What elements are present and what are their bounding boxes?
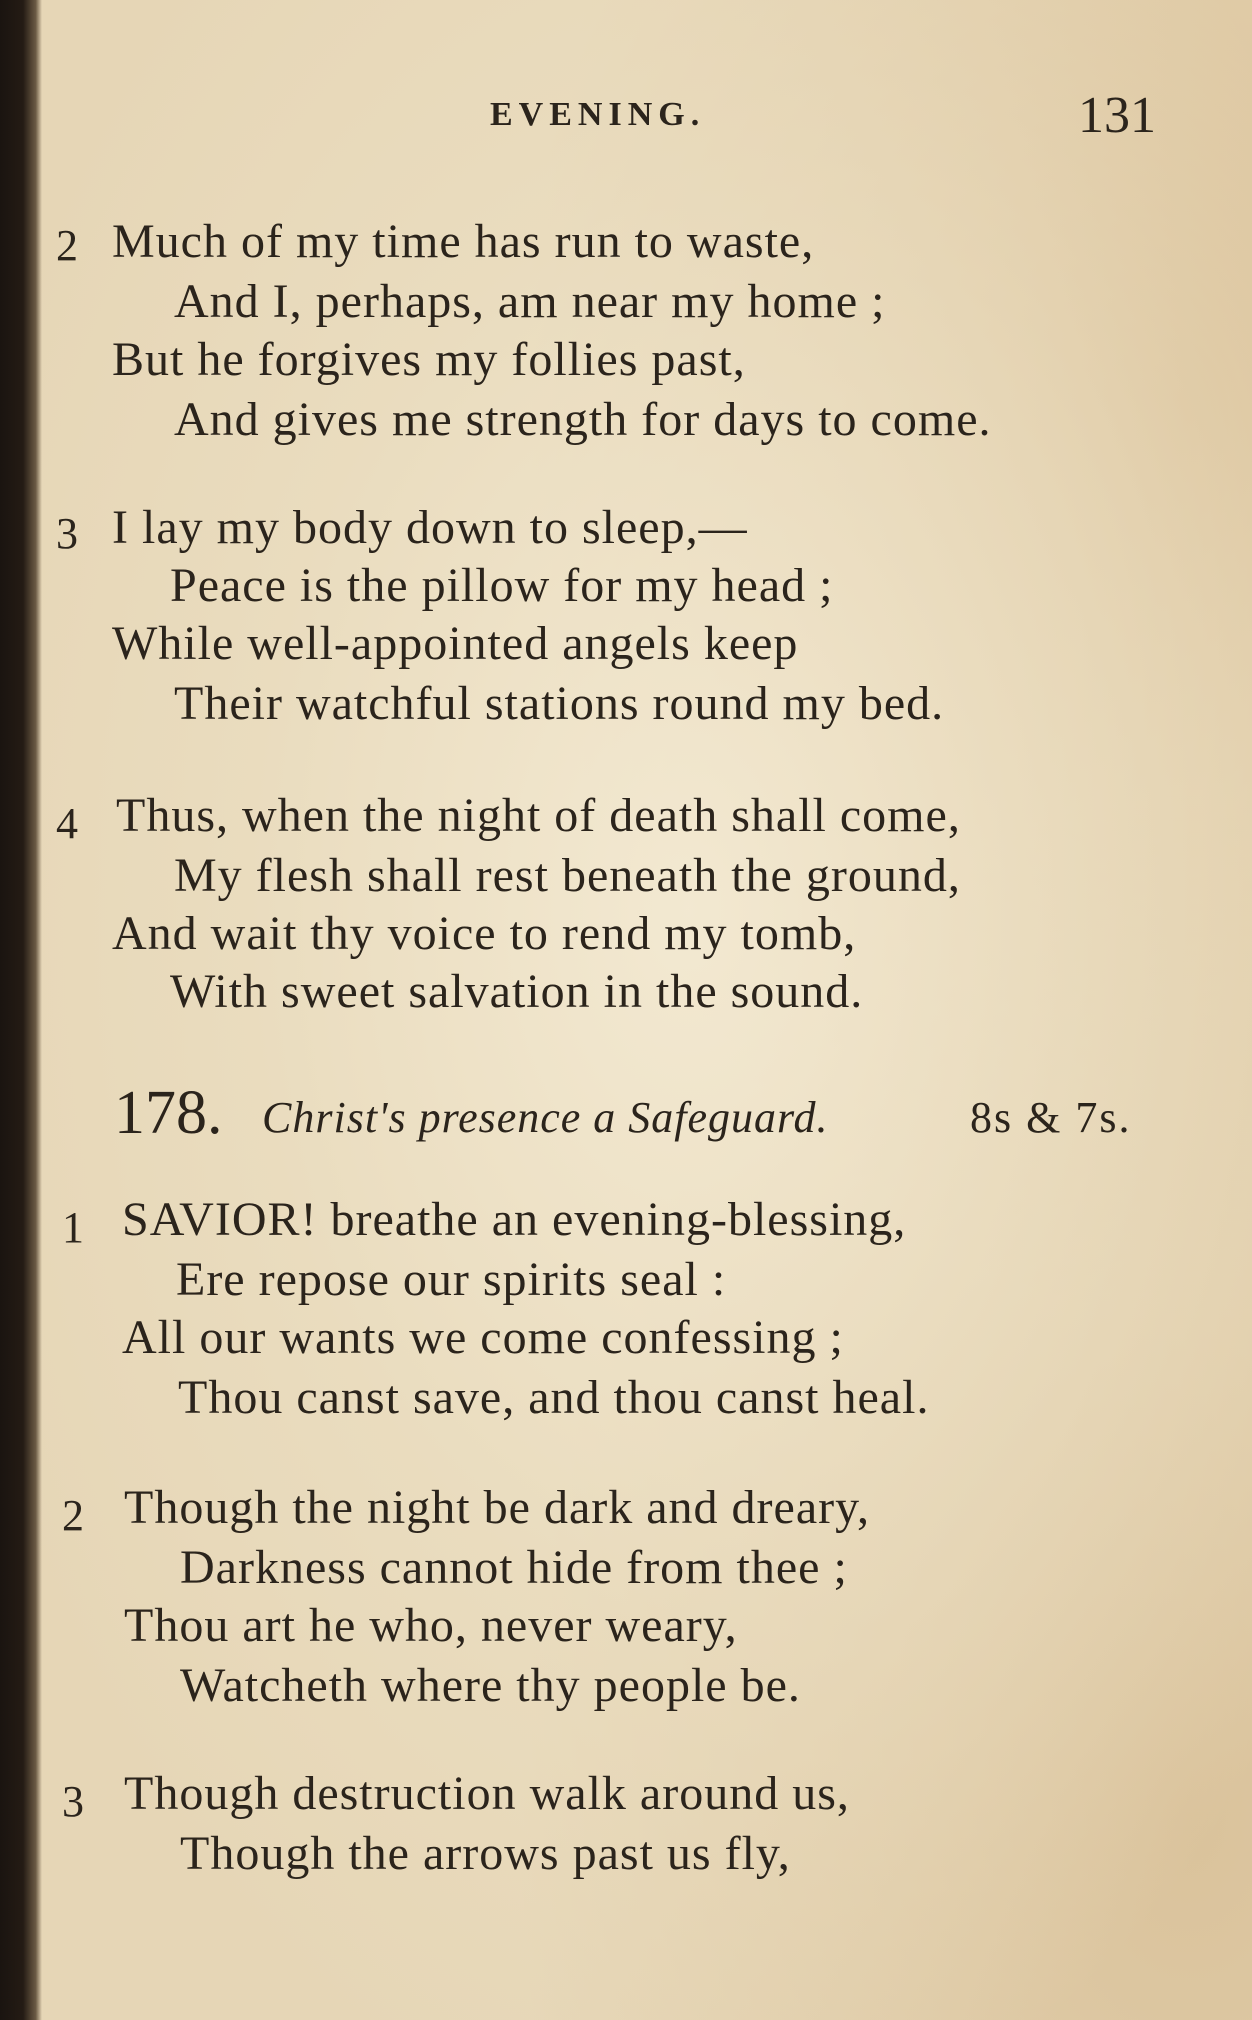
book-spine-shadow	[0, 0, 42, 2020]
stanza-number: 2	[56, 221, 78, 270]
verse-line: Their watchful stations round my bed.	[174, 677, 945, 730]
stanza-number: 4	[56, 799, 78, 848]
verse-line: And I, perhaps, am near my home ;	[174, 275, 886, 328]
verse-line: Watcheth where thy people be.	[180, 1659, 801, 1712]
verse-line: Thus, when the night of death shall come,	[116, 789, 961, 842]
verse-line: But he forgives my follies past,	[112, 333, 746, 386]
page-number: 131	[1078, 87, 1156, 144]
verse-line: With sweet salvation in the sound.	[170, 965, 864, 1018]
verse-line: And gives me strength for days to come.	[174, 393, 992, 446]
verse-line: Thou canst save, and thou canst heal.	[178, 1371, 930, 1424]
verse-line: And wait thy voice to rend my tomb,	[112, 907, 857, 960]
stanza-number: 3	[62, 1777, 84, 1826]
stanza-number: 1	[62, 1203, 84, 1252]
verse-line: Though the arrows past us fly,	[180, 1827, 791, 1880]
verse-line: Thou art he who, never weary,	[124, 1599, 738, 1652]
verse-line: Darkness cannot hide from thee ;	[180, 1541, 848, 1594]
running-header-title: EVENING.	[490, 96, 706, 133]
verse-line: SAVIOR! breathe an evening-blessing,	[122, 1193, 907, 1246]
hymn-title: Christ's presence a Safeguard.	[262, 1093, 829, 1142]
verse-line: Peace is the pillow for my head ;	[170, 559, 834, 612]
verse-line: Though destruction walk around us,	[124, 1767, 850, 1820]
hymn-meter: 8s & 7s.	[970, 1093, 1132, 1142]
verse-line: My flesh shall rest beneath the ground,	[174, 849, 961, 902]
verse-line: Though the night be dark and dreary,	[124, 1481, 870, 1534]
verse-line: I lay my body down to sleep,—	[112, 501, 748, 554]
hymn-number: 178.	[114, 1079, 223, 1147]
verse-line: While well-appointed angels keep	[112, 617, 799, 670]
verse-line: Ere repose our spirits seal :	[176, 1253, 727, 1306]
stanza-number: 2	[62, 1491, 84, 1540]
verse-line: Much of my time has run to waste,	[112, 215, 815, 268]
stanza-number: 3	[56, 509, 78, 558]
verse-line: All our wants we come confessing ;	[122, 1311, 844, 1364]
